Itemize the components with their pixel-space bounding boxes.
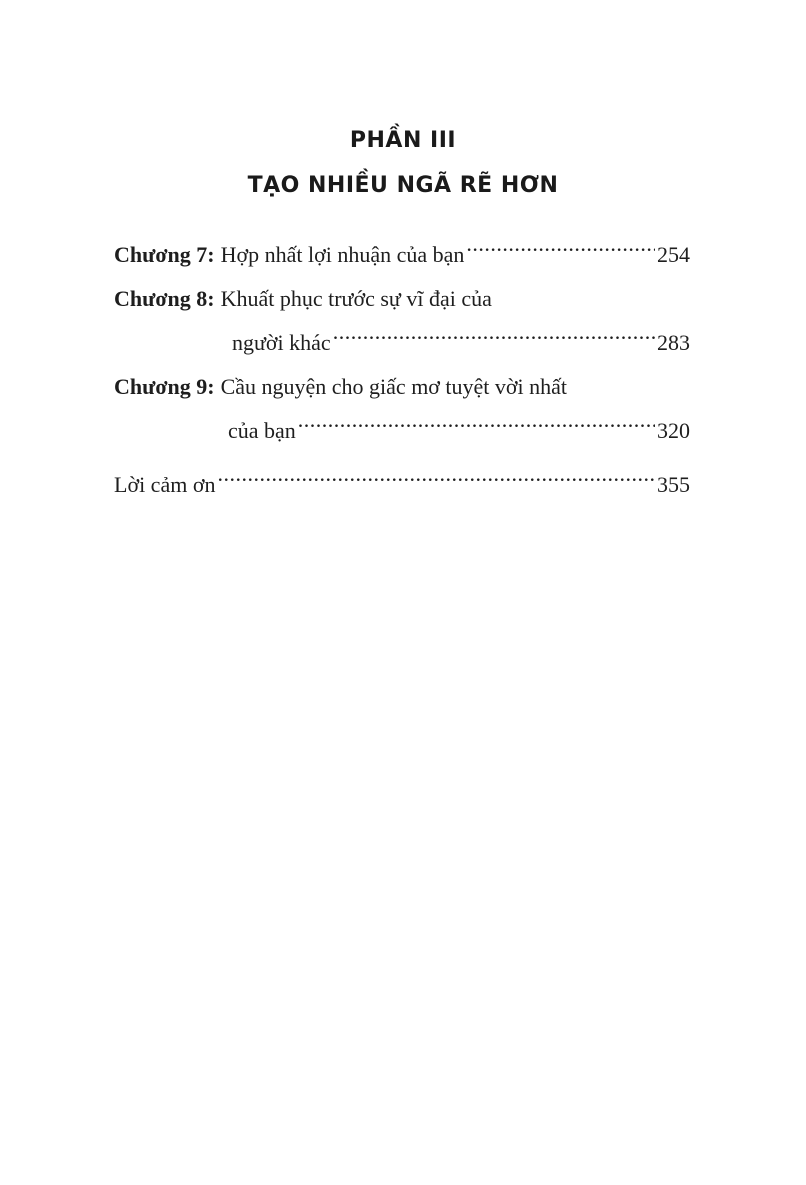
entry-title-continuation: của bạn [228, 418, 296, 443]
chapter-label: Chương 7: [114, 242, 215, 267]
toc-line [114, 282, 690, 316]
part-label: PHẦN III [349, 128, 457, 153]
dot-leader [333, 316, 655, 350]
toc-entry-acknowledgements[interactable] [114, 458, 690, 502]
entry-title-continuation: người khác [232, 330, 331, 355]
table-of-contents [114, 228, 690, 512]
toc-line [114, 370, 690, 404]
toc-line-continuation [114, 404, 690, 448]
entry-title: Khuất phục trước sự vĩ đại của [220, 286, 492, 311]
part-title: TẠO NHIỀU NGÃ RẼ HƠN [247, 173, 559, 198]
toc-entry-chapter-7[interactable] [114, 228, 690, 272]
page-number: 320 [657, 418, 690, 443]
entry-title: Lời cảm ơn [114, 472, 216, 497]
dot-leader [298, 404, 655, 438]
entry-title: Hợp nhất lợi nhuận của bạn [220, 242, 465, 267]
page-number: 355 [657, 472, 690, 497]
entry-title: Cầu nguyện cho giấc mơ tuyệt vời nhất [220, 374, 568, 399]
chapter-label: Chương 8: [114, 286, 215, 311]
toc-line [114, 458, 690, 502]
toc-entry-chapter-8[interactable] [114, 282, 690, 360]
toc-line [114, 228, 690, 272]
toc-line-continuation [114, 316, 690, 360]
chapter-label: Chương 9: [114, 374, 215, 399]
toc-entry-chapter-9[interactable] [114, 370, 690, 448]
dot-leader [466, 228, 655, 262]
dot-leader [217, 458, 655, 492]
page-number: 283 [657, 330, 690, 355]
page-number: 254 [657, 242, 690, 267]
